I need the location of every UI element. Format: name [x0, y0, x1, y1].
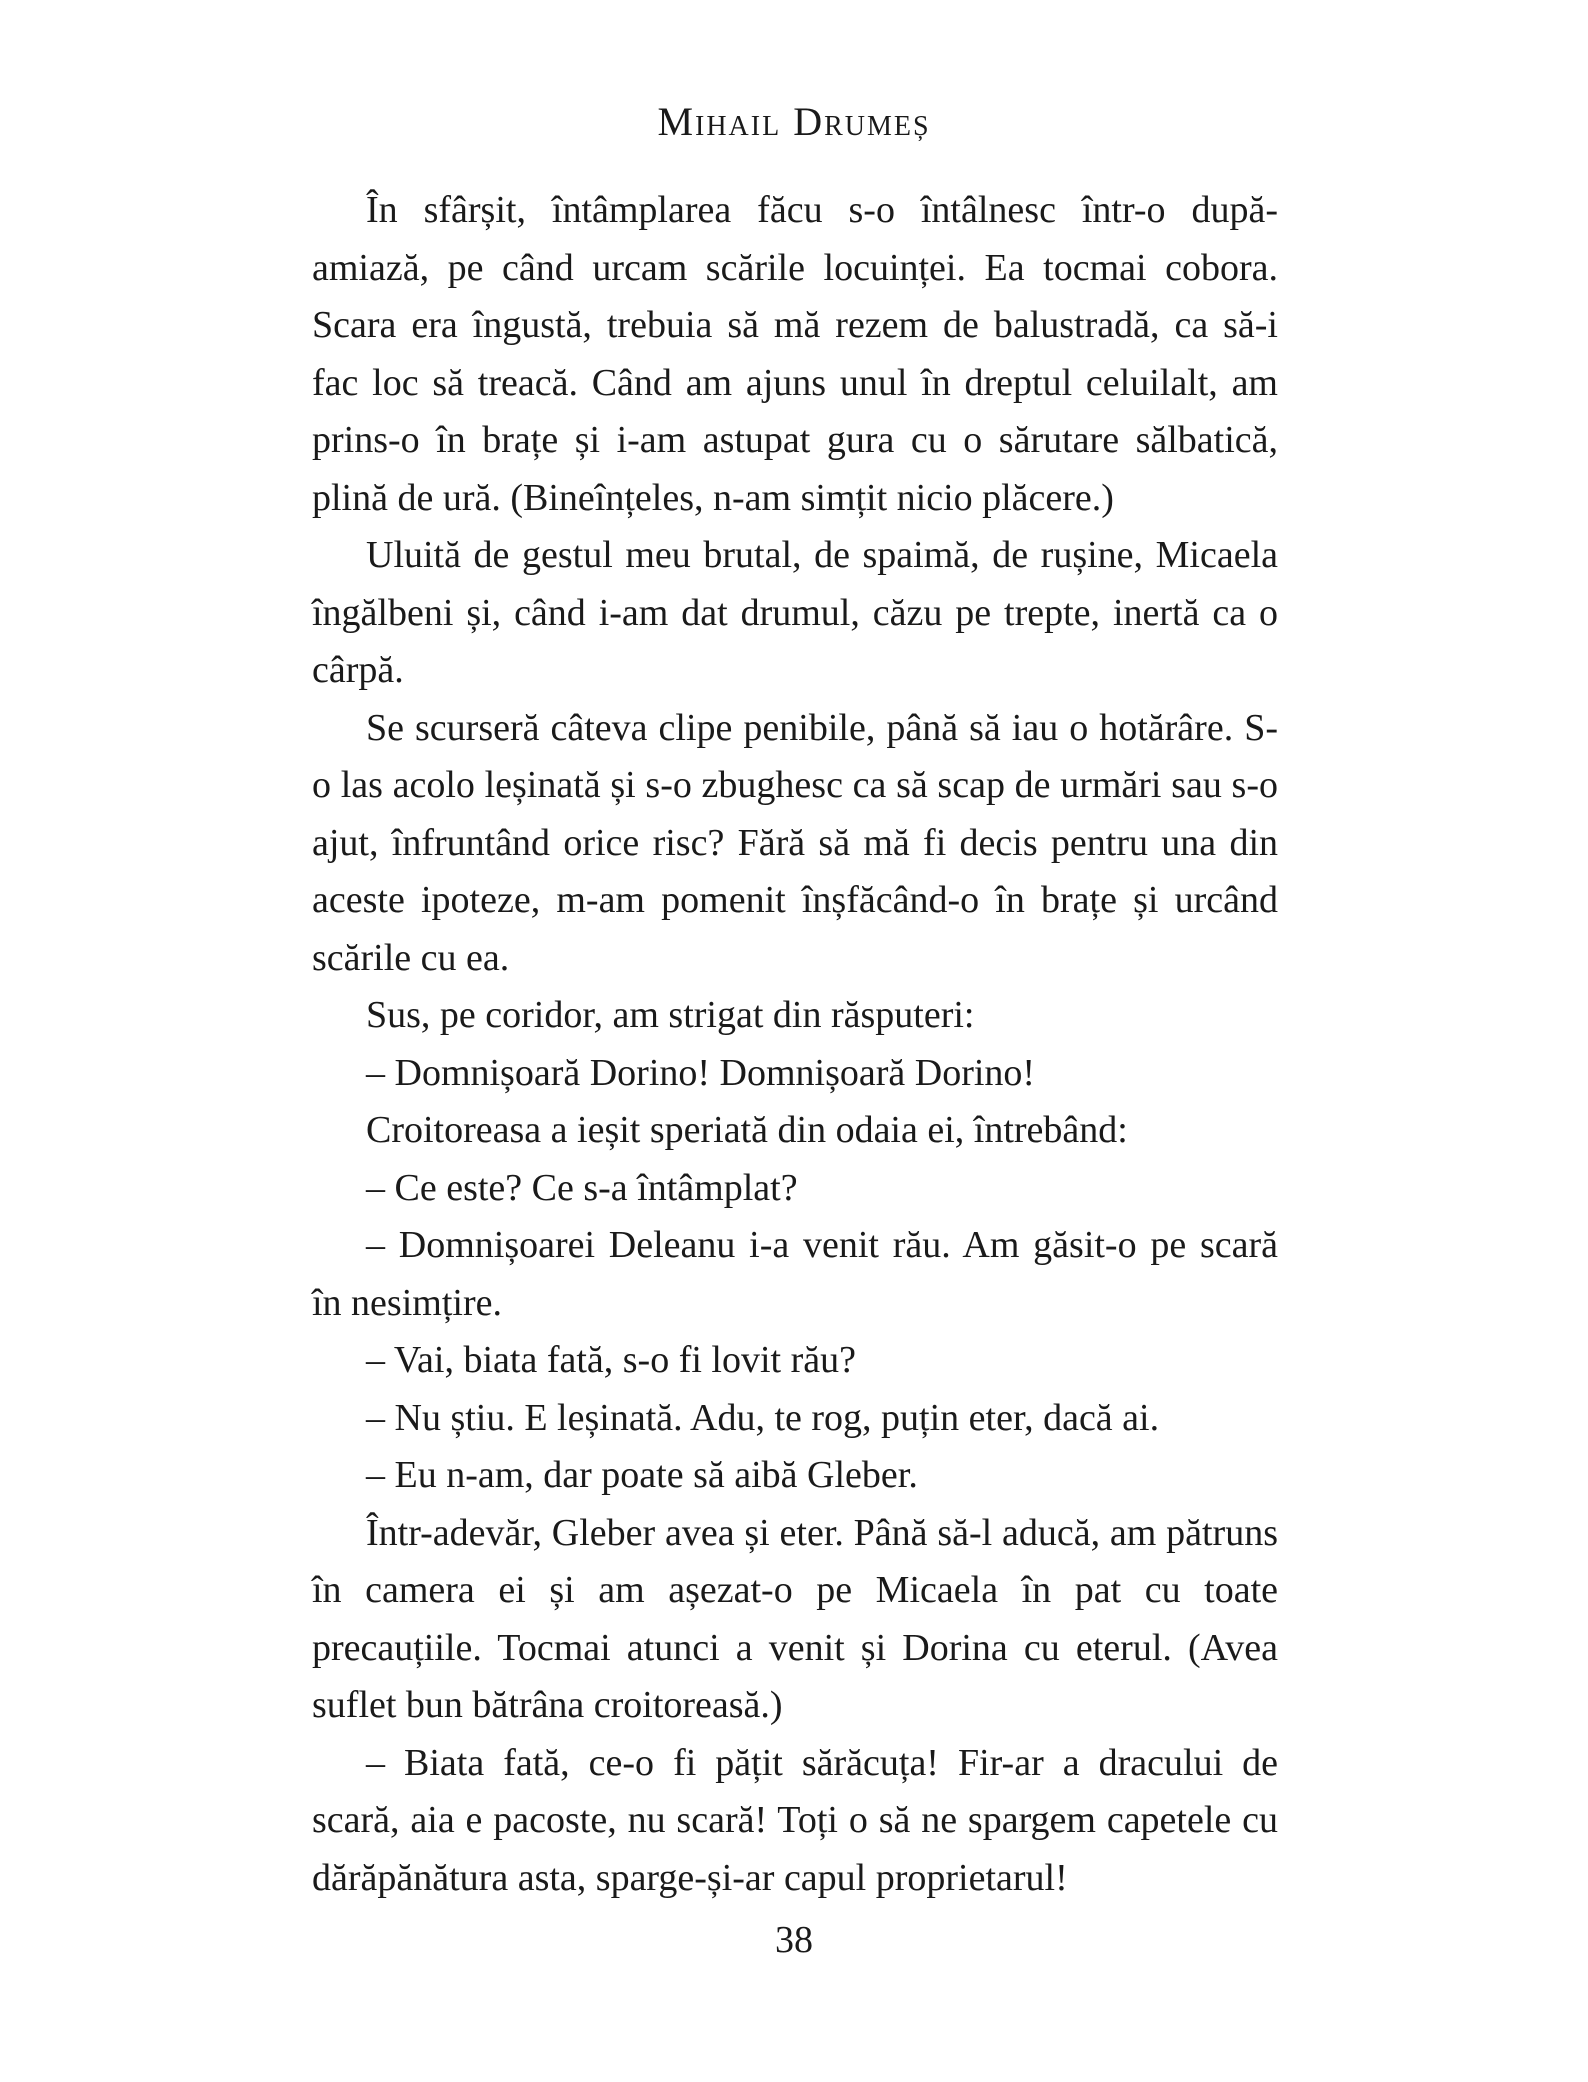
- paragraph: Într-adevăr, Gleber avea și eter. Până să-l aducă, am pătruns în camera ei și am așezat-o pe Micaela în pat cu toate precauțiile. Tocmai atunci a venit și Dorina cu eterul. (Avea suflet bun bătrâna croitoreasă.): [312, 1511, 1278, 1726]
- dialogue-line: – Eu n-am, dar poate să aibă Gleber.: [366, 1454, 918, 1496]
- dialogue-line: – Domnișoarei Deleanu i-a venit rău. Am găsit-o pe scară în nesimțire.: [312, 1224, 1278, 1324]
- paragraph: Se scurseră câteva clipe penibile, până să iau o hotărâre. S-o las acolo leșinată și s-o zbughesc ca să scap de urmări sau s-o ajut, înfruntând orice risc? Fără să mă fi decis pentru una din aceste ipoteze, m-am pomenit înșfăcând-o în brațe și urcând scările cu ea.: [312, 706, 1278, 979]
- dialogue-line: – Nu știu. E leșinată. Adu, te rog, puțin eter, dacă ai.: [366, 1396, 1160, 1439]
- page-number: 38: [775, 1919, 813, 1961]
- paragraph: Croitoreasa a ieșit speriată din odaia ei, întrebând:: [366, 1109, 1128, 1151]
- dialogue-line: – Biata fată, ce-o fi pățit sărăcuța! Fir-ar a dracului de scară, aia e pacoste, nu scară! Toți o să ne spargem capetele cu dărăpănătura asta, sparge-și-ar capul proprietarul!: [312, 1741, 1278, 1899]
- running-head-author: Mihail Drumeș: [657, 99, 931, 144]
- body-text: [312, 182, 1278, 1907]
- paragraph: Sus, pe coridor, am strigat din răsputeri:: [366, 994, 975, 1036]
- paragraph: Uluită de gestul meu brutal, de spaimă, de rușine, Micaela îngălbeni și, când i-am dat drumul, căzu pe trepte, inertă ca o cârpă.: [312, 534, 1278, 691]
- paragraph: În sfârșit, întâmplarea făcu s-o întâlnesc într-o după-amiază, pe când urcam scările locuinței. Ea tocmai cobora. Scara era îngustă, trebuia să mă rezem de balustradă, ca să-i fac loc să treacă. Când am ajuns unul în dreptul celuilalt, am prins-o în brațe și i-am astupat gura cu o sărutare sălbatică, plină de ură. (Bineînțeles, n-am simțit nicio plăcere.): [312, 189, 1278, 519]
- dialogue-line: – Vai, biata fată, s-o fi lovit rău?: [366, 1339, 856, 1381]
- dialogue-line: – Ce este? Ce s-a întâmplat?: [366, 1166, 798, 1209]
- dialogue-line: – Domnișoară Dorino! Domnișoară Dorino!: [366, 1051, 1036, 1094]
